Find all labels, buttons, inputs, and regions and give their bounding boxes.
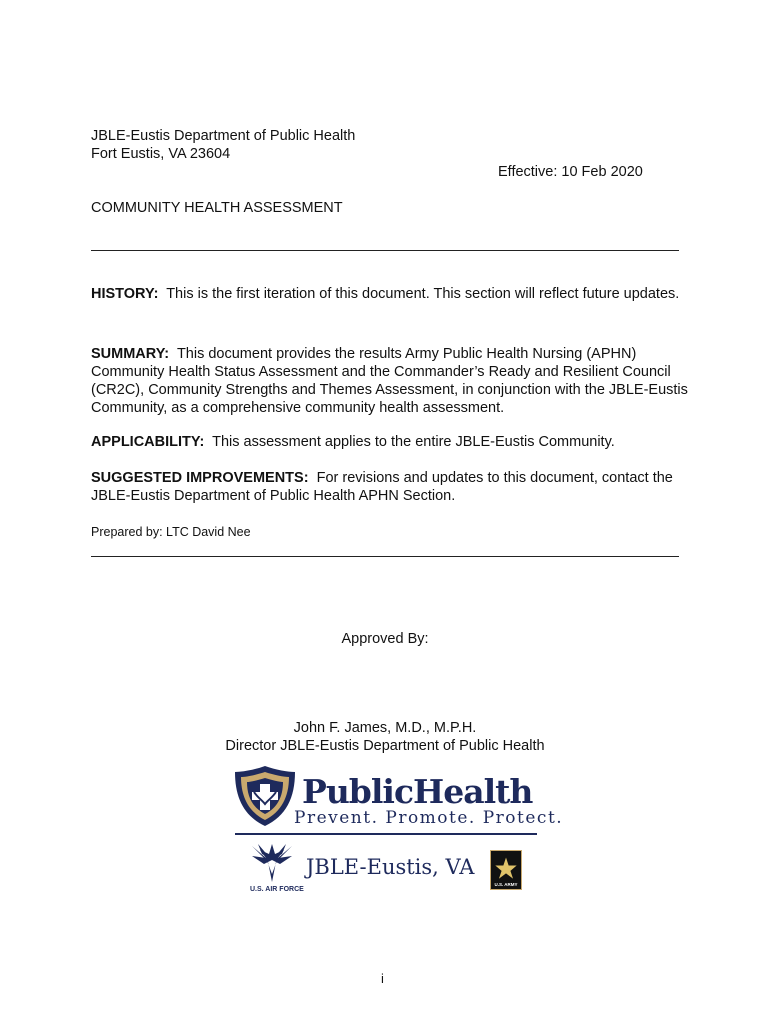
- history-paragraph: [91, 285, 691, 303]
- summary-paragraph: [91, 345, 691, 417]
- army-label: U.S. ARMY: [494, 882, 518, 887]
- approver-title: Director JBLE-Eustis Department of Public Health: [225, 738, 545, 754]
- approver-name: John F. James, M.D., M.P.H.: [293, 720, 477, 736]
- history-label: HISTORY:: [91, 286, 159, 302]
- army-star-logo: [490, 850, 522, 890]
- air-force-label: U.S. AIR FORCE: [250, 886, 304, 893]
- applicability-text: This assessment applies to the entire JBLE-Eustis Community.: [212, 434, 615, 450]
- improvements-paragraph: [91, 469, 691, 505]
- army-star-icon: [491, 853, 521, 883]
- header-divider: [91, 250, 679, 251]
- history-text: This is the first iteration of this document. This section will reflect future updates.: [166, 286, 680, 302]
- improvements-text: For revisions and updates to this document, contact the JBLE-Eustis Department of Public Health APHN Section.: [91, 470, 673, 504]
- public-health-shield-icon: [232, 764, 298, 828]
- public-health-wordmark: PublicHealth: [302, 772, 533, 811]
- prepared-by: Prepared by: LTC David Nee: [91, 525, 251, 539]
- org-address-line: Fort Eustis, VA 23604: [91, 146, 231, 162]
- summary-label: SUMMARY:: [91, 346, 170, 362]
- location-wordmark: JBLE-Eustis, VA: [306, 855, 475, 879]
- public-health-tagline: Prevent. Promote. Protect.: [294, 808, 564, 828]
- improvements-label: SUGGESTED IMPROVEMENTS:: [91, 470, 309, 486]
- logo-divider: [235, 833, 537, 835]
- effective-date: Effective: 10 Feb 2020: [498, 164, 643, 180]
- summary-text: This document provides the results Army Public Health Nursing (APHN) Community Health Status Assessment and the Commander’s Ready and Resilient Council (CR2C), Community Strengths and Themes Assessment, in conjunction with the JBLE-Eustis Community, as a comprehensive community health assessment.: [91, 346, 688, 416]
- org-name-line: JBLE-Eustis Department of Public Health: [91, 128, 356, 144]
- air-force-emblem-icon: [248, 840, 296, 886]
- approved-by-label: Approved By:: [341, 631, 429, 647]
- applicability-paragraph: [91, 433, 691, 451]
- section-divider: [91, 556, 679, 557]
- applicability-label: APPLICABILITY:: [91, 434, 205, 450]
- page-number: i: [381, 971, 384, 986]
- document-title: COMMUNITY HEALTH ASSESSMENT: [91, 200, 343, 216]
